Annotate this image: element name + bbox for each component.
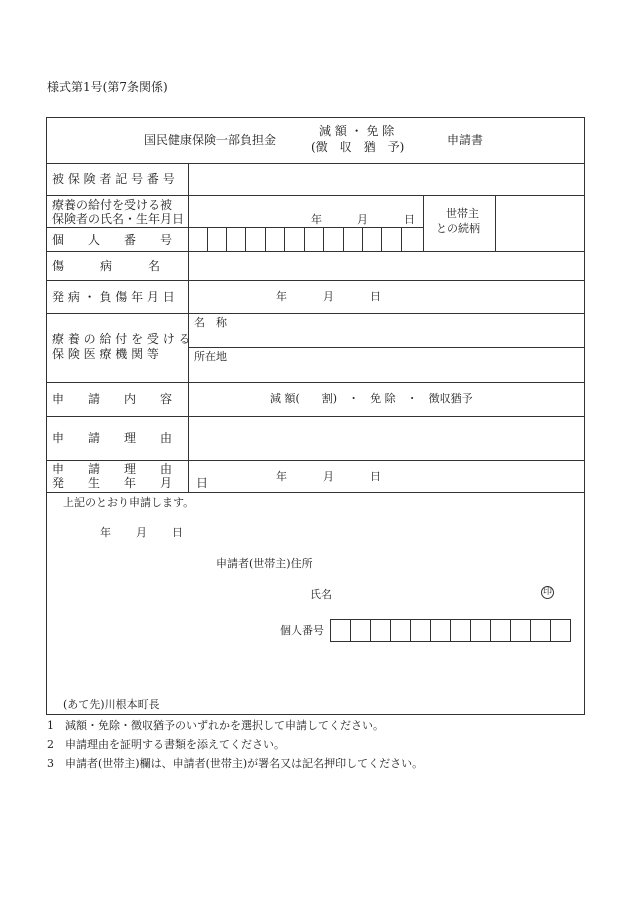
declaration-year: 年 <box>100 526 111 539</box>
onset-month: 月 <box>323 290 334 303</box>
declaration-month: 月 <box>136 526 147 539</box>
recipient-label-1: 療養の給付を受ける被 <box>52 198 173 212</box>
disease-field[interactable] <box>190 253 582 278</box>
applicant-personal-number-label: 個人番号 <box>280 624 324 637</box>
declaration-text: 上記のとおり申請します。 <box>63 496 195 509</box>
reason-date-label-1: 申 請 理 由 <box>52 462 173 476</box>
recipient-day: 日 <box>404 213 415 226</box>
note-number: 3 <box>47 757 54 770</box>
note-text: 申請理由を証明する書類を添えてください。 <box>65 738 285 751</box>
title-suffix: 申請書 <box>447 133 484 147</box>
relation-field[interactable] <box>497 197 582 249</box>
disease-label: 傷 病 名 <box>52 259 161 273</box>
onset-day: 日 <box>370 290 381 303</box>
institution-label-1: 療 養 の 給 付 を 受 け る <box>52 332 191 346</box>
applicant-name-label: 氏名 <box>310 588 332 601</box>
title-options-bottom: (徴 収 猶 予) <box>311 140 405 154</box>
institution-name-field[interactable] <box>240 315 582 345</box>
institution-label-2: 保 険 医 療 機 関 等 <box>52 347 159 361</box>
insured-number-field[interactable] <box>190 165 582 193</box>
content-options[interactable]: 減 額( 割) ・ 免 除 ・ 徴収猶予 <box>270 392 473 405</box>
onset-label: 発 病 ・ 負 傷 年 月 日 <box>52 290 175 304</box>
form-number: 様式第1号(第7条関係) <box>47 80 168 94</box>
note-text: 申請者(世帯主)欄は、申請者(世帯主)が署名又は記名押印してください。 <box>65 757 424 770</box>
seal-icon: 印 <box>542 587 552 598</box>
recipient-label-2: 保険者の氏名・生年月日 <box>52 212 185 226</box>
institution-address-field[interactable] <box>240 349 582 380</box>
reason-date-month: 月 <box>323 470 334 483</box>
content-label: 申 請 内 容 <box>52 392 173 406</box>
note-number: 2 <box>47 738 54 751</box>
addressee: (あて先)川根本町長 <box>63 698 160 711</box>
applicant-address-label: 申請者(世帯主)住所 <box>216 557 313 570</box>
note-text: 減額・免除・徴収猶予のいずれかを選択して申請してください。 <box>65 719 384 732</box>
reason-date-year: 年 <box>276 470 287 483</box>
institution-name-label: 名 称 <box>194 316 227 329</box>
insured-number-label: 被 保 険 者 記 号 番 号 <box>52 172 175 186</box>
declaration-day: 日 <box>172 526 183 539</box>
reason-date-day: 日 <box>370 470 381 483</box>
relation-label-2: との続柄 <box>436 222 480 235</box>
personal-number-label: 個 人 番 号 <box>52 233 173 247</box>
institution-address-label: 所在地 <box>194 350 227 363</box>
note-number: 1 <box>47 719 54 732</box>
recipient-month: 月 <box>357 213 368 226</box>
form-title: 国民健康保険一部負担金 <box>144 133 277 147</box>
onset-year: 年 <box>276 290 287 303</box>
relation-label-1: 世帯主 <box>446 207 479 220</box>
title-options-top: 減 額 ・ 免 除 <box>319 124 395 138</box>
reason-label: 申 請 理 由 <box>52 431 173 445</box>
reason-date-label-2: 発 生 年 月 日 <box>52 476 209 490</box>
recipient-year: 年 <box>311 213 322 226</box>
personal-number-boxes[interactable] <box>190 229 421 249</box>
reason-field[interactable] <box>190 418 582 458</box>
recipient-name-field[interactable] <box>190 197 421 225</box>
